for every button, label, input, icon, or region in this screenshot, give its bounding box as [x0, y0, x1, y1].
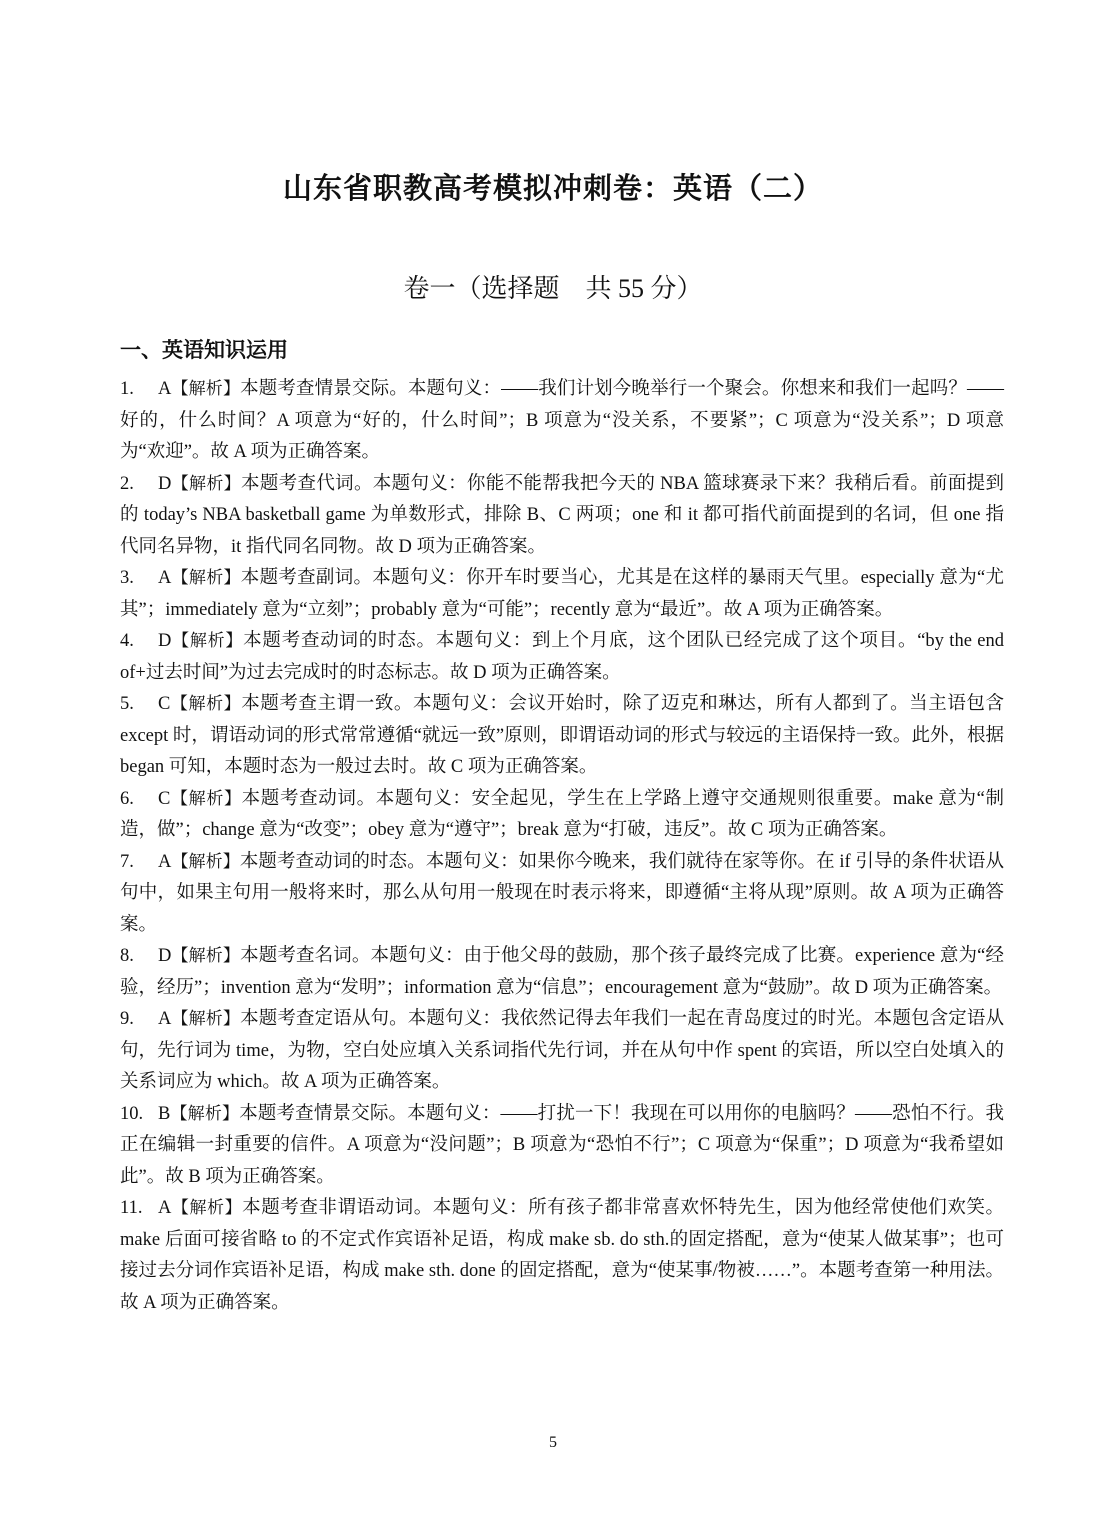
answer-number: 1. — [120, 379, 134, 399]
answer-letter: A — [158, 379, 172, 399]
analysis-text: 本题考查非谓语动词。本题句义：所有孩子都非常喜欢怀特先生，因为他经常使他们欢笑。make 后面可接省略 to 的不定式作宾语补足语，构成 make sb. do sth.的固定搭配，意为“使某人做某事”；也可接过去分词作宾语补足语，构成 make sth. done 的固定搭配，意为“使某事/物被……”。本题考查第一种用法。故 A 项为正确答案。 — [120, 1198, 1004, 1313]
analysis-tag: 【解析】 — [171, 946, 241, 966]
answer-number: 2. — [120, 473, 134, 494]
answer-item-1 — [120, 374, 1004, 469]
answer-item-7 — [120, 847, 1004, 942]
analysis-tag: 【解析】 — [171, 1198, 243, 1218]
answer-letter: A — [158, 1198, 172, 1218]
document-title: 山东省职教高考模拟冲刺卷：英语（二） — [282, 173, 823, 205]
answer-letter: D — [158, 473, 172, 494]
answer-item-6 — [120, 784, 1004, 847]
answer-item-3 — [120, 563, 1004, 626]
analysis-text: 本题考查主谓一致。本题句义：会议开始时，除了迈克和琳达，所有人都到了。当主语包含 except 时，谓语动词的形式常常遵循“就远一致”原则，即谓语动词的形式与较远的主语保持一致。此外，根据 began 可知，本题时态为一般过去时。故 C 项为正确答案。 — [120, 694, 1004, 777]
answer-item-2 — [120, 469, 1004, 564]
answer-number: 9. — [120, 1009, 134, 1029]
answer-letter: A — [158, 568, 172, 588]
analysis-tag: 【解析】 — [170, 694, 242, 714]
analysis-text: 本题考查情景交际。本题句义：——打扰一下！我现在可以用你的电脑吗？——恐怕不行。我正在编辑一封重要的信件。A 项意为“没问题”；B 项意为“恐怕不行”；C 项意为“保重”；D 项意为“我希望如此”。故 B 项为正确答案。 — [120, 1103, 1005, 1187]
answer-item-4 — [120, 626, 1004, 689]
answer-item-8 — [120, 941, 1004, 1004]
answer-number: 11. — [120, 1198, 143, 1218]
analysis-text: 本题考查动词。本题句义：安全起见，学生在上学路上遵守交通规则很重要。make 意为“制造，做”；change 意为“改变”；obey 意为“遵守”；break 意为“打破，违反”。故 C 项为正确答案。 — [120, 788, 1005, 840]
answer-number: 6. — [120, 788, 134, 809]
answer-letter: A — [158, 851, 172, 872]
answer-number: 5. — [120, 694, 134, 714]
analysis-tag: 【解析】 — [170, 1103, 240, 1124]
answer-letter: D — [158, 946, 172, 966]
answer-number: 8. — [120, 946, 134, 966]
part-title: 卷一（选择题 共 55 分） — [403, 274, 703, 303]
analysis-tag: 【解析】 — [170, 788, 242, 809]
analysis-tag: 【解析】 — [171, 568, 241, 588]
answer-number: 3. — [120, 568, 134, 588]
analysis-text: 本题考查动词的时态。本题句义：到上个月底，这个团队已经完成了这个项目。“by the end of+过去时间”为过去完成时的时态标志。故 D 项为正确答案。 — [120, 631, 1005, 683]
answer-number: 4. — [120, 631, 134, 651]
answer-number: 7. — [120, 851, 134, 872]
answer-letter: C — [158, 788, 171, 809]
analysis-tag: 【解析】 — [171, 1009, 241, 1029]
analysis-tag: 【解析】 — [171, 631, 244, 651]
analysis-tag: 【解析】 — [171, 379, 241, 399]
page-number: 5 — [549, 1434, 557, 1451]
analysis-tag: 【解析】 — [171, 473, 242, 494]
answer-letter: A — [158, 1009, 172, 1029]
answer-list — [120, 374, 1004, 1319]
analysis-text: 本题考查名词。本题句义：由于他父母的鼓励，那个孩子最终完成了比赛。experience 意为“经验，经历”；invention 意为“发明”；information 意为“信息”；encouragement 意为“鼓励”。故 D 项为正确答案。 — [120, 946, 1005, 998]
answer-item-5 — [120, 689, 1004, 784]
answer-item-10 — [120, 1099, 1004, 1194]
answer-item-11 — [120, 1193, 1004, 1319]
analysis-text: 本题考查代词。本题句义：你能不能帮我把今天的 NBA 篮球赛录下来？我稍后看。前面提到的 today’s NBA basketball game 为单数形式，排除 B、C 两项；one 和 it 都可指代前面提到的名词，但 one 指代同名异物，it 指代同名同物。故 D 项为正确答案。 — [120, 473, 1005, 557]
analysis-text: 本题考查情景交际。本题句义：——我们计划今晚举行一个聚会。你想来和我们一起吗？——好的，什么时间？A 项意为“好的，什么时间”；B 项意为“没关系，不要紧”；C 项意为“没关系”；D 项意为“欢迎”。故 A 项为正确答案。 — [120, 379, 1004, 462]
answer-number: 10. — [120, 1103, 144, 1124]
section-heading: 一、英语知识运用 — [120, 338, 288, 362]
analysis-tag: 【解析】 — [171, 851, 240, 872]
answer-letter: C — [158, 694, 171, 714]
answer-letter: D — [158, 631, 172, 651]
answer-letter: B — [158, 1103, 171, 1124]
analysis-text: 本题考查定语从句。本题句义：我依然记得去年我们一起在青岛度过的时光。本题包含定语从句，先行词为 time，为物，空白处应填入关系词指代先行词，并在从句中作 spent 的宾语，所以空白处填入的关系词应为 which。故 A 项为正确答案。 — [120, 1009, 1004, 1092]
answer-item-9 — [120, 1004, 1004, 1099]
analysis-text: 本题考查副词。本题句义：你开车时要当心，尤其是在这样的暴雨天气里。especially 意为“尤其”；immediately 意为“立刻”；probably 意为“可能”；recently 意为“最近”。故 A 项为正确答案。 — [120, 568, 1004, 620]
analysis-text: 本题考查动词的时态。本题句义：如果你今晚来，我们就待在家等你。在 if 引导的条件状语从句中，如果主句用一般将来时，那么从句用一般现在时表示将来，即遵循“主将从现”原则。故 A 项为正确答案。 — [120, 851, 1005, 935]
